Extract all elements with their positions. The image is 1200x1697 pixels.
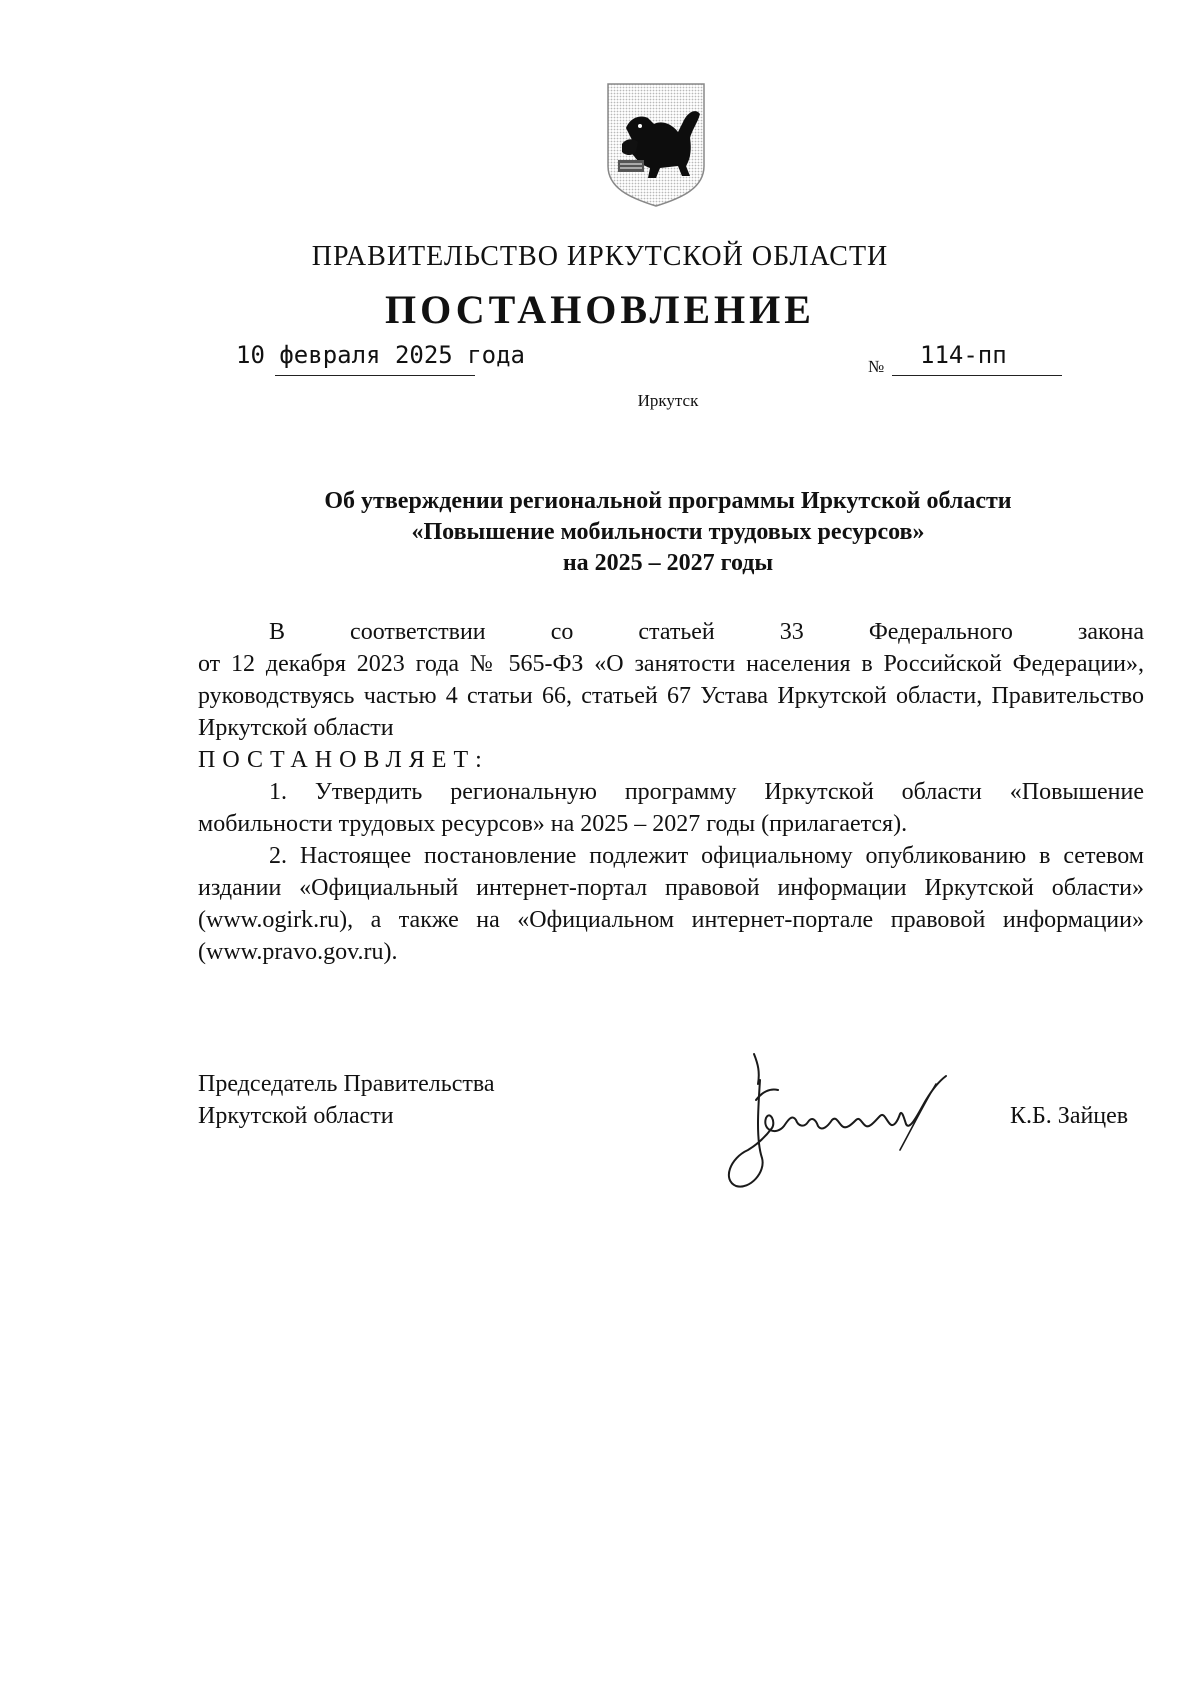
signatory-name: К.Б. Зайцев [1010,1103,1129,1129]
signatory-position-line2: Иркутской области [198,1103,394,1129]
number-label: № [868,357,885,376]
handwritten-signature-icon [700,1040,960,1200]
date-underline [275,375,475,376]
decree-title-line1: Об утверждении региональной программы Иркутской области [324,488,1012,514]
decree-title-line2: «Повышение мобильности трудовых ресурсов» [411,519,925,545]
document-type: ПОСТАНОВЛЕНИЕ [385,287,815,332]
decree-item-1: 1. Утвердить региональную программу Иркутской области «Повышение мобильности трудовых ресурсов» на 2025 – 2027 годы (прилагается). [198,779,1144,837]
document-number: 114-пп [920,341,1007,369]
decree-title [196,486,1140,579]
irkutsk-coat-of-arms-icon [604,80,708,210]
decree-body [198,616,1144,968]
resolves-heading: ПОСТАНОВЛЯЕТ: [198,747,489,773]
signatory-position-line1: Председатель Правительства [198,1071,495,1097]
decree-title-line3: на 2025 – 2027 годы [562,550,774,576]
preamble-first-line: В соответствии со статьей 33 Федерального закона [269,619,1144,645]
government-name: ПРАВИТЕЛЬСТВО ИРКУТСКОЙ ОБЛАСТИ [311,241,889,272]
number-underline [892,375,1062,376]
city-name: Иркутск [637,391,699,410]
document-date: 10 февраля 2025 года [236,341,525,369]
preamble-text: от 12 декабря 2023 года № 565-ФЗ «О занятости населения в Российской Федерации», руководствуясь частью 4 статьи 66, статьей 67 Устава Иркутской области, Правительство Иркутской области [198,651,1144,741]
decree-item-2: 2. Настоящее постановление подлежит официальному опубликованию в сетевом издании «Официальный интернет-портал правовой информации Иркутской области» (www.ogirk.ru), а также на «Официальном интернет-портале правовой информации» (www.pravo.gov.ru). [198,843,1144,965]
signatory-position [198,1068,495,1132]
